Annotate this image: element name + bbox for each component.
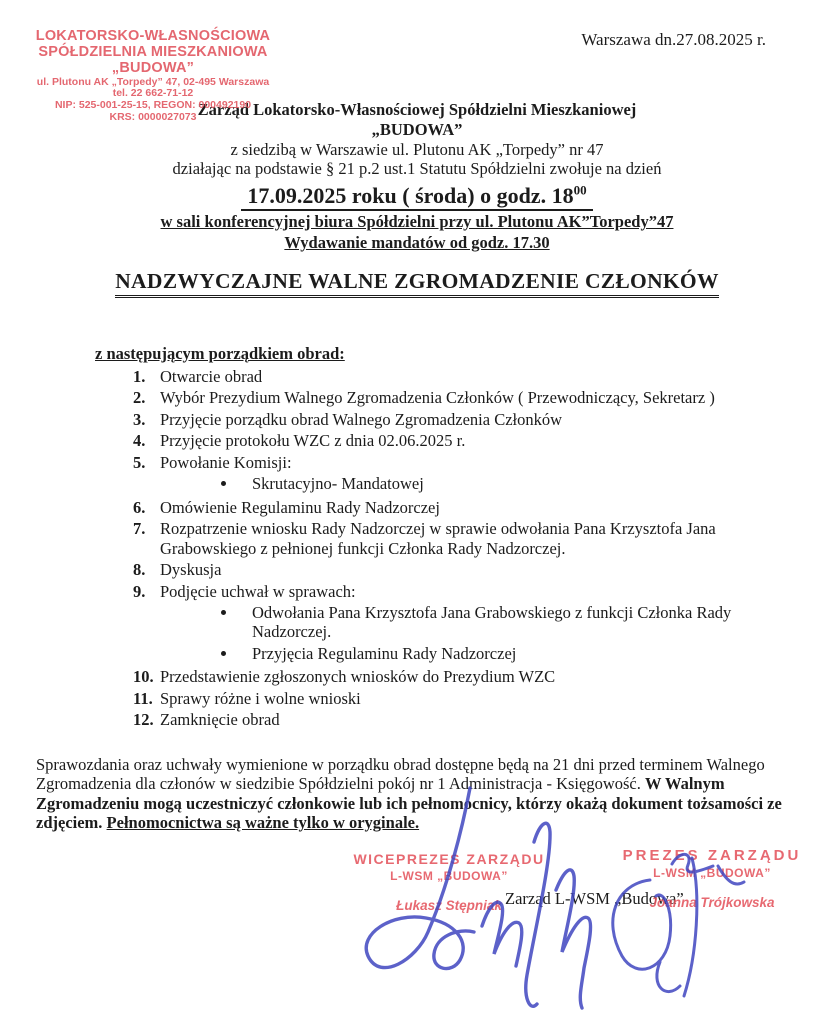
agenda-item-text: Otwarcie obrad [160, 366, 263, 386]
meeting-date-text: 17.09.2025 roku ( środa) o godz. 18 [247, 183, 574, 209]
agenda-item-4 [133, 431, 803, 450]
viceprezes-stamp [336, 851, 562, 914]
agenda-item-number: 8. [133, 560, 146, 580]
agenda-item-text: Zamknięcie obrad [160, 710, 280, 730]
agenda-item-number: 4. [133, 431, 146, 451]
org-stamp-line: KRS: 0000027073 [109, 110, 197, 123]
agenda-list [133, 367, 803, 730]
meeting-date-minutes: 00 [573, 182, 587, 198]
agenda-item-7 [133, 519, 803, 558]
agenda-item-10 [133, 667, 803, 686]
prezes-stamp [592, 847, 832, 912]
header-board-line: Zarząd Lokatorsko-Własnościowej Spółdzielni Mieszkaniowej [197, 100, 637, 119]
prezes-name: Joanna Trójkowska [649, 894, 775, 910]
document-date: Warszawa dn.27.08.2025 r. [581, 30, 766, 49]
agenda-item-number: 9. [133, 581, 146, 601]
agenda-item-number: 1. [133, 366, 146, 386]
closing-notice [36, 755, 798, 833]
agenda-sublist [160, 603, 803, 663]
org-stamp-line: tel. 22 662-71-12 [112, 87, 194, 100]
agenda-item-5 [133, 453, 803, 496]
header-address-line: z siedzibą w Warszawie ul. Plutonu AK „Torpedy” nr 47 [230, 139, 604, 159]
notice-bold-underline: Pełnomocnictwa są ważne tylko w oryginale. [106, 813, 420, 833]
agenda-item-text: Omówienie Regulaminu Rady Nadzorczej [160, 497, 440, 517]
agenda-item-number: 7. [133, 519, 146, 539]
agenda-item-12 [133, 710, 803, 729]
agenda-item-number: 5. [133, 452, 146, 472]
viceprezes-name: Łukasz Stępniak [396, 897, 502, 913]
viceprezes-role: WICEPREZES ZARZĄDU [353, 851, 545, 867]
agenda-item-1 [133, 367, 803, 386]
viceprezes-org: L-WSM „BUDOWA” [390, 868, 508, 883]
mandates-info [0, 234, 834, 253]
notice-regular: Sprawozdania oraz uchwały wymienione w porządku obrad dostępne będą na 21 dni przed terminem Walnego Zgromadzenia dla członów w siedzibie Spółdzielni pokój nr 1 Administracja - Księgowość. [36, 754, 765, 794]
agenda-item-text: Wybór Prezydium Walnego Zgromadzenia Członków ( Przewodniczący, Sekretarz ) [160, 388, 715, 408]
agenda-item-3 [133, 410, 803, 429]
agenda-subitem: • Skrutacyjno- Mandatowej [238, 474, 803, 493]
agenda-item-8 [133, 560, 803, 579]
org-stamp-line: „BUDOWA” [111, 60, 195, 77]
agenda-item-text [160, 453, 803, 496]
agenda-item-11 [133, 689, 803, 708]
agenda-item-text-inline: Powołanie Komisji: [160, 452, 292, 472]
meeting-venue-text: w sali konferencyjnej biura Spółdzielni przy ul. Plutonu AK”Torpedy”47 [160, 212, 674, 232]
notice-bold: W Walnym Zgromadzeniu mogą uczestniczyć członkowie lub ich pełnomocnicy, którzy okażą dokument tożsamości ze zdjęciem. [36, 774, 782, 833]
meeting-date [241, 183, 592, 211]
header-org-name: „BUDOWA” [371, 119, 463, 139]
prezes-role: PREZES ZARZĄDU [622, 847, 802, 864]
org-stamp-line: SPÓŁDZIELNIA MIESZKANIOWA [38, 44, 268, 61]
agenda-subitem: • Przyjęcia Regulaminu Rady Nadzorczej [238, 644, 803, 663]
agenda-item-text [160, 582, 803, 666]
agenda-item-text: Przedstawienie zgłoszonych wniosków do Prezydium WZC [160, 667, 556, 687]
agenda-item-number: 2. [133, 388, 146, 408]
agenda-item-9 [133, 582, 803, 666]
agenda-item-text: Rozpatrzenie wniosku Rady Nadzorczej w sprawie odwołania Pana Krzysztofa Jana Grabowskiego z pełnionej funkcji Członka Rady Nadzorczej. [160, 519, 716, 558]
meeting-venue [0, 213, 834, 232]
agenda-item-2 [133, 388, 803, 407]
agenda-item-text: Sprawy różne i wolne wnioski [160, 688, 361, 708]
agenda-item-text: Przyjęcie protokołu WZC z dnia 02.06.2025 r. [160, 431, 466, 451]
agenda-item-6 [133, 498, 803, 517]
prezes-org: L-WSM „BUDOWA” [653, 865, 771, 880]
org-stamp-line: NIP: 525-001-25-15, REGON: 000492190 [54, 99, 252, 112]
header-statute-line: działając na podstawie § 21 p.2 ust.1 Statutu Spółdzielni zwołuje na dzień [172, 159, 662, 179]
agenda-subitem: • Odwołania Pana Krzysztofa Jana Grabowskiego z funkcji Członka Rady Nadzorczej. [238, 603, 803, 642]
agenda-item-number: 3. [133, 409, 146, 429]
org-stamp-line: LOKATORSKO-WŁASNOŚCIOWA [35, 28, 271, 44]
agenda-intro: z następującym porządkiem obrad: [95, 343, 345, 363]
main-title-wrap [0, 269, 834, 298]
agenda-item-number: 6. [133, 497, 146, 517]
agenda-item-text: Przyjęcie porządku obrad Walnego Zgromadzenia Członków [160, 409, 563, 429]
meeting-date-row [0, 180, 834, 211]
document-title: NADZWYCZAJNE WALNE ZGROMADZENIE CZŁONKÓW [115, 269, 719, 298]
organization-stamp [28, 28, 278, 124]
agenda-item-number: 10. [133, 667, 154, 687]
agenda-item-text-inline: Podjęcie uchwał w sprawach: [160, 581, 356, 601]
mandates-info-text: Wydawanie mandatów od godz. 17.30 [284, 233, 550, 253]
agenda-item-number: 11. [133, 688, 153, 708]
agenda-item-number: 12. [133, 710, 154, 730]
agenda-sublist [160, 474, 803, 493]
board-signoff: Zarząd L-WSM „Budowa” [505, 888, 684, 908]
org-stamp-line: ul. Plutonu AK „Torpedy” 47, 02-495 Warszawa [36, 75, 270, 88]
agenda-item-text: Dyskusja [160, 560, 222, 580]
